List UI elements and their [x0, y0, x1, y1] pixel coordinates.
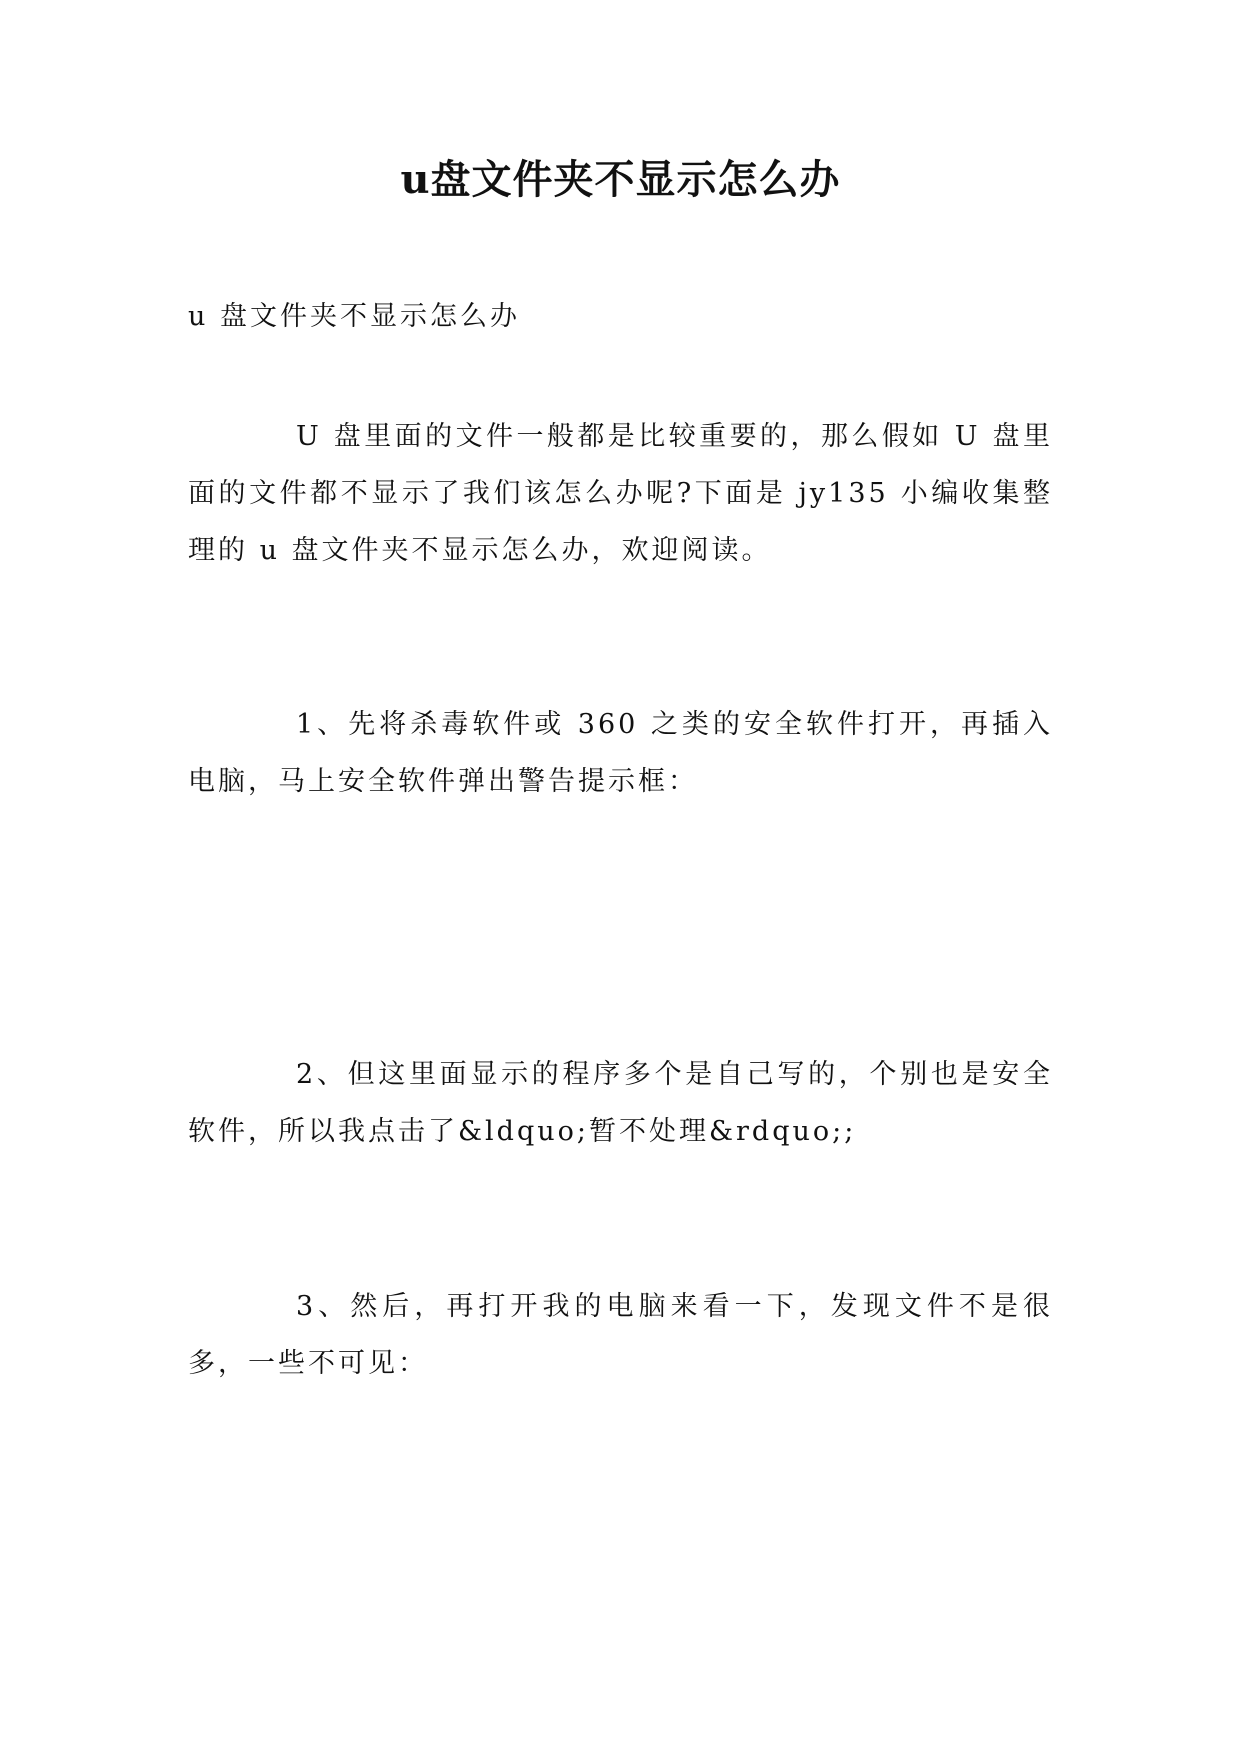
step-2-paragraph: 2、但这里面显示的程序多个是自己写的，个别也是安全软件，所以我点击了&ldquo;暂不处理&rdquo;; [188, 1059, 1053, 1147]
document-title: u盘文件夹不显示怎么办 [400, 156, 841, 203]
intro-paragraph: U 盘里面的文件一般都是比较重要的，那么假如 U 盘里面的文件都不显示了我们该怎么办呢?下面是 jy135 小编收集整理的 u 盘文件夹不显示怎么办，欢迎阅读。 [188, 421, 1053, 566]
step-3-paragraph: 3、然后，再打开我的电脑来看一下，发现文件不是很多，一些不可见： [188, 1291, 1053, 1379]
document-subtitle: u 盘文件夹不显示怎么办 [188, 301, 520, 332]
step-1-paragraph: 1、先将杀毒软件或 360 之类的安全软件打开，再插入电脑，马上安全软件弹出警告提示框： [188, 709, 1053, 797]
